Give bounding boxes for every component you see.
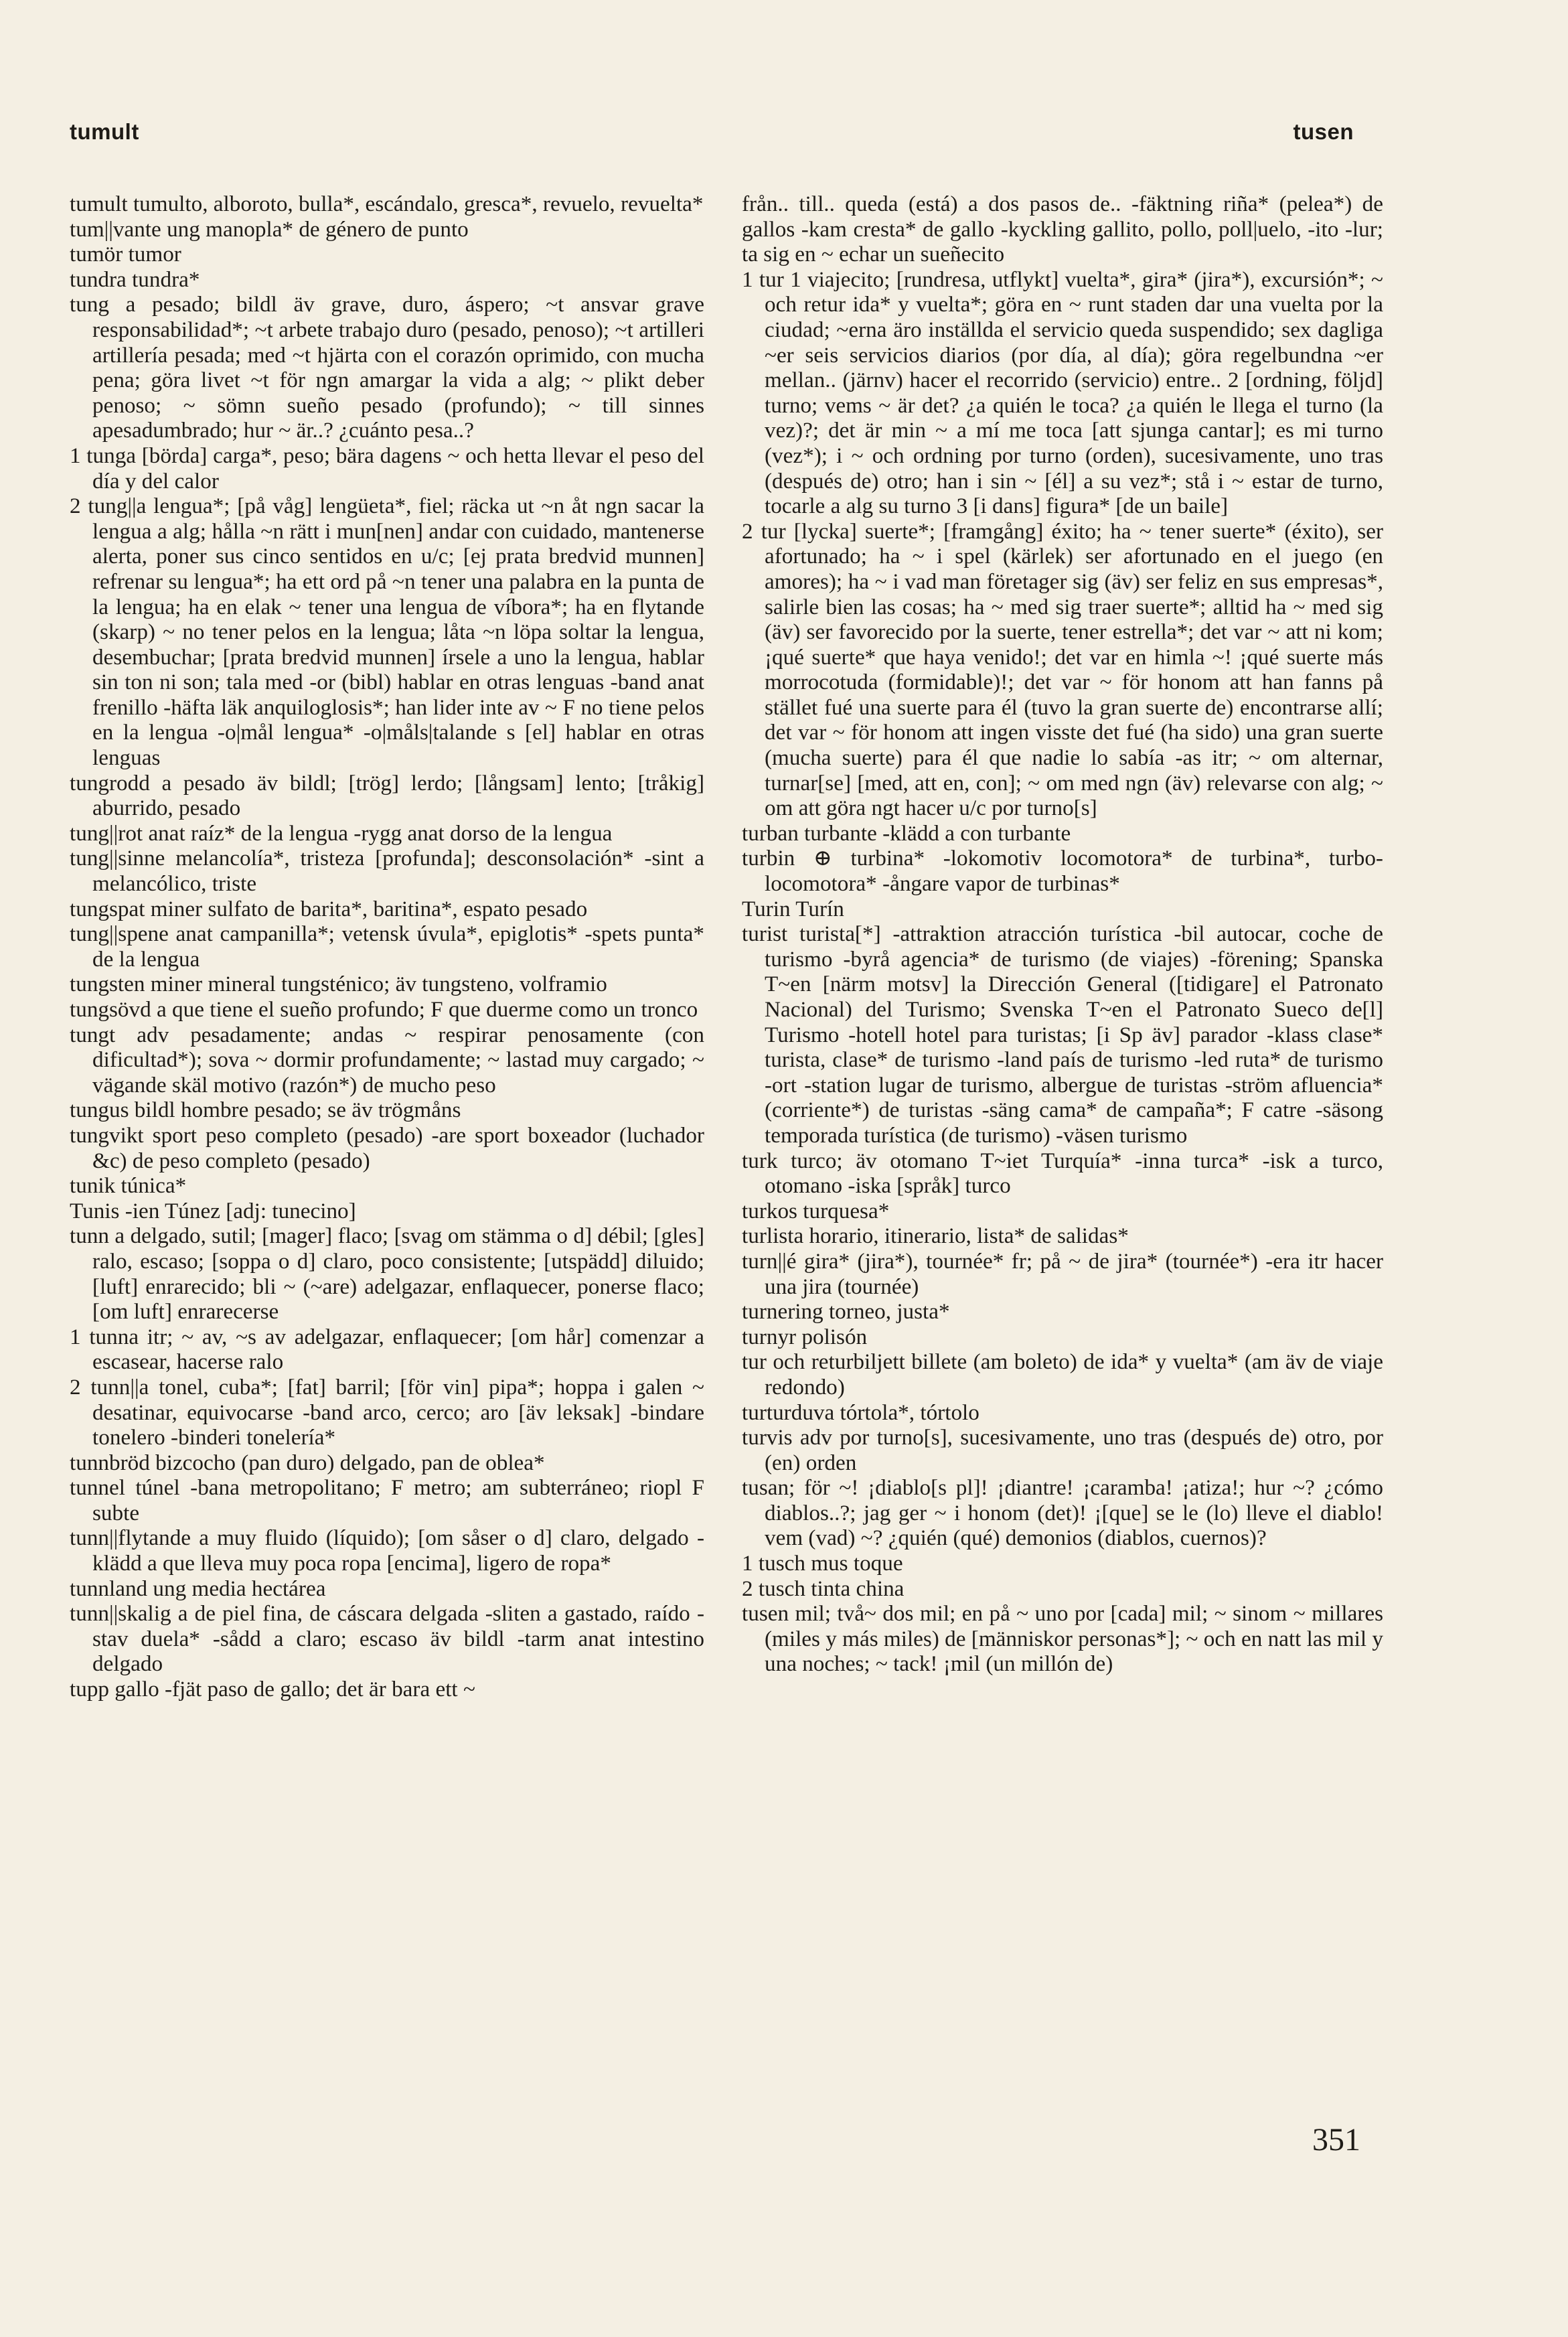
right-column [742,192,1383,1677]
dictionary-entry: tumult tumulto, alboroto, bulla*, escándalo, gresca*, revuelo, revuelta* [70,192,704,216]
dictionary-entry: turn||é gira* (jira*), tournée* fr; på ~ de jira* (tournée*) -era itr hacer una jira (tournée) [742,1248,1383,1299]
dictionary-entry: 1 tunna itr; ~ av, ~s av adelgazar, enflaquecer; [om hår] comenzar a escasear, hacerse ralo [70,1324,704,1375]
dictionary-entry: Turin Turín [742,896,844,921]
guide-word-left: tumult [70,119,139,144]
dictionary-entry: tumör tumor [70,242,181,267]
dictionary-entry: 2 tur [lycka] suerte*; [framgång] éxito; ha ~ tener suerte* (éxito), ser afortunado; ha ~ i spel (kärlek) ser afortunado en el juego (en amores); ha ~ i vad man företager sig (äv) ser feliz en sus empresas*, salirle bien las cosas; ha ~ med sig traer suerte*; alltid ha ~ med sig (äv) ser favorecido por la suerte, tener estrella*; det var ~ att ni kom; ¡qué suerte* que haya venido!; det var en himla ~! ¡qué suerte más morrocotuda (formidable)!; det var ~ för honom att han fanns på stället fué una suerte para él (tuvo la gran suerte de) encontrarse allí; det var ~ för honom att ingen visste det fué (ha sido) una gran suerte (mucha suerte) para él que nadie lo sabía -as itr; ~ om alternar, turnar[se] [med, att en, con]; ~ om med ngn (äv) relevarse con alg; ~ om att göra ngt hacer u/c por turno[s] [742,518,1383,821]
dictionary-entry: tungsövd a que tiene el sueño profundo; F que duerme como un tronco [70,997,698,1022]
dictionary-entry: Tunis -ien Túnez [adj: tunecino] [70,1198,356,1223]
dictionary-entry: turlista horario, itinerario, lista* de salidas* [742,1223,1129,1249]
dictionary-entry: tum||vante ung manopla* de género de punto [70,216,469,242]
dictionary-entry: från.. till.. queda (está) a dos pasos de.. -fäktning riña* (pelea*) de gallos -kam cresta* de gallo -kyckling gallito, pollo, poll|uelo, -ito -lur; ta sig en ~ echar un sueñecito [742,192,1383,267]
dictionary-entry: turkos turquesa* [742,1198,890,1223]
guide-word-right: tusen [1293,119,1354,144]
dictionary-entry: tungt adv pesadamente; andas ~ respirar penosamente (con dificultad*); sova ~ dormir profundamente; ~ lastad muy cargado; ~ vägande skäl motivo (razón*) de mucho peso [70,1022,704,1098]
dictionary-entry: tusan; för ~! ¡diablo[s pl]! ¡diantre! ¡caramba! ¡atiza!; hur ~? ¿cómo diablos..?; jag ger ~ i honom (det)! ¡[que] se le (lo) lleve el diablo! vem (vad) ~? ¿quién (qué) demonios (diablos, cuernos)? [742,1475,1383,1551]
dictionary-entry: tung||rot anat raíz* de la lengua -rygg anat dorso de la lengua [70,820,613,846]
dictionary-entry: tung||spene anat campanilla*; vetensk úvula*, epiglotis* -spets punta* de la lengua [70,921,704,972]
dictionary-entry: tunn||skalig a de piel fina, de cáscara delgada -sliten a gastado, raído -stav duela* -sådd a claro; escaso äv bildl -tarm anat intestino delgado [70,1601,704,1677]
dictionary-entry: 2 tung||a lengua*; [på våg] lengüeta*, fiel; räcka ut ~n åt ngn sacar la lengua a alg; hålla ~n rätt i mun[nen] andar con cuidado, mantenerse alerta, poner sus cinco sentidos en u/c; [ej prata bredvid munnen] refrenar su lengua*; ha ett ord på ~n tener una palabra en la punta de la lengua; ha en elak ~ tener una lengua de víbora*; ha en flytande (skarp) ~ no tener pelos en la lengua; låta ~n löpa soltar la lengua, desembuchar; [prata bredvid munnen] írsele a uno la lengua, hablar sin ton ni son; tala med -or (bibl) hablar en otras lenguas -band anat frenillo -häfta läk anquiloglosis*; han lider inte av ~ F no tiene pelos en la lengua -o|mål lengua* -o|måls|talande s [el] hablar en otras lenguas [70,494,704,771]
dictionary-entry: 1 tusch mus toque [742,1551,903,1576]
dictionary-entry: turbin ⊕ turbina* -lokomotiv locomotora* de turbina*, turbo-locomotora* -ångare vapor de turbinas* [742,846,1383,897]
dictionary-entry: tungvikt sport peso completo (pesado) -are sport boxeador (luchador &c) de peso completo (pesado) [70,1122,704,1173]
dictionary-entry: turturduva tórtola*, tórtolo [742,1400,979,1425]
dictionary-entry: tunnland ung media hectárea [70,1576,326,1601]
dictionary-entry: tunn||flytande a muy fluido (líquido); [om såser o d] claro, delgado -klädd a que lleva muy poca ropa [encima], ligero de ropa* [70,1525,704,1576]
dictionary-entry: turvis adv por turno[s], sucesivamente, uno tras (después de) otro, por (en) orden [742,1425,1383,1475]
left-column [70,192,704,1702]
dictionary-entry: 2 tusch tinta china [742,1576,905,1601]
dictionary-entry: tur och returbiljett billete (am boleto) de ida* y vuelta* (am äv de viaje redondo) [742,1349,1383,1400]
dictionary-entry: turist turista[*] -attraktion atracción turística -bil autocar, coche de turismo -byrå agencia* de turismo (de viajes) -förening; Spanska T~en [närm motsv] la Dirección General ([tidigare] el Patronato Nacional) del Turismo; Svenska T~en el Patronato Sueco de[l] Turismo -hotell hotel para turistas; [i Sp äv] parador -klass clase* turista, clase* de turismo -land país de turismo -led ruta* de turismo -ort -station lugar de turismo, albergue de turistas -ström afluencia* (corriente*) de turistas -säng cama* de campaña*; F catre -säsong temporada turística (de turismo) -väsen turismo [742,921,1383,1148]
dictionary-entry: turk turco; äv otomano T~iet Turquía* -inna turca* -isk a turco, otomano -iska [språk] turco [742,1148,1383,1199]
dictionary-entry: tunn a delgado, sutil; [mager] flaco; [svag om stämma o d] débil; [gles] ralo, escaso; [soppa o d] claro, poco consistente; [utspädd] diluido; [luft] enrarecido; bli ~ (~are) adelgazar, enflaquecer, ponerse flaco; [om luft] enrarecerse [70,1223,704,1325]
dictionary-entry: tungspat miner sulfato de barita*, baritina*, espato pesado [70,896,588,921]
page-number: 351 [1312,2122,1360,2158]
dictionary-entry: 1 tur 1 viajecito; [rundresa, utflykt] vuelta*, gira* (jira*), excursión*; ~ och retur ida* y vuelta*; göra en ~ runt staden dar una vuelta por la ciudad; ~erna äro inställda el servicio queda suspendido; sex dagliga ~er seis servicios diarios (por día, al día); göra regelbundna ~er mellan.. (järnv) hacer el recorrido (servicio) entre.. 2 [ordning, följd] turno; vems ~ är det? ¿a quién le toca? ¿a quién le llega el turno (la vez)?; det är min ~ a mí me toca [att sjunga cantar]; es mi turno (vez*); i ~ och ordning por turno (orden), sucesivamente, uno tras (después de) otro; han i sin ~ [él] a su vez*; stå i ~ estar de turno, tocarle a alg su turno 3 [i dans] figura* [de un baile] [742,267,1383,519]
dictionary-entry: 1 tunga [börda] carga*, peso; bära dagens ~ och hetta llevar el peso del día y del calor [70,443,704,494]
dictionary-entry: tundra tundra* [70,267,200,292]
dictionary-entry: tungus bildl hombre pesado; se äv trögmåns [70,1098,461,1123]
dictionary-entry: turnyr polisón [742,1324,868,1349]
dictionary-entry: tung||sinne melancolía*, tristeza [profunda]; desconsolación* -sint a melancólico, triste [70,846,704,897]
dictionary-entry: tunik túnica* [70,1173,187,1199]
dictionary-entry: turnering torneo, justa* [742,1299,950,1325]
dictionary-entry: tung a pesado; bildl äv grave, duro, áspero; ~t ansvar grave responsabilidad*; ~t arbete trabajo duro (pesado, penoso); ~t artilleri artillería pesada; med ~t hjärta con el corazón oprimido, con mucha pena; göra livet ~t för ngn amargar la vida a alg; ~ plikt deber penoso; ~ sömn sueño pesado (profundo); ~ till sinnes apesadumbrado; hur ~ är..? ¿cuánto pesa..? [70,292,704,443]
dictionary-entry: tunnbröd bizcocho (pan duro) delgado, pan de oblea* [70,1450,545,1475]
dictionary-entry: tungsten miner mineral tungsténico; äv tungsteno, volframio [70,972,607,997]
dictionary-entry: tunnel túnel -bana metropolitano; F metro; am subterráneo; riopl F subte [70,1475,704,1525]
dictionary-entry: 2 tunn||a tonel, cuba*; [fat] barril; [för vin] pipa*; hoppa i galen ~ desatinar, equivocarse -band arco, cerco; aro [äv leksak] -bindare tonelero -binderi tonelería* [70,1374,704,1450]
dictionary-entry: tupp gallo -fjät paso de gallo; det är bara ett ~ [70,1677,475,1702]
dictionary-entry: tungrodd a pesado äv bildl; [trög] lerdo; [långsam] lento; [tråkig] aburrido, pesado [70,770,704,821]
dictionary-entry: turban turbante -klädd a con turbante [742,820,1071,846]
dictionary-entry: tusen mil; två~ dos mil; en på ~ uno por [cada] mil; ~ sinom ~ millares (miles y más miles) de [människor personas*]; ~ och en natt las mil y una noches; ~ tack! ¡mil (un millón de) [742,1601,1383,1677]
